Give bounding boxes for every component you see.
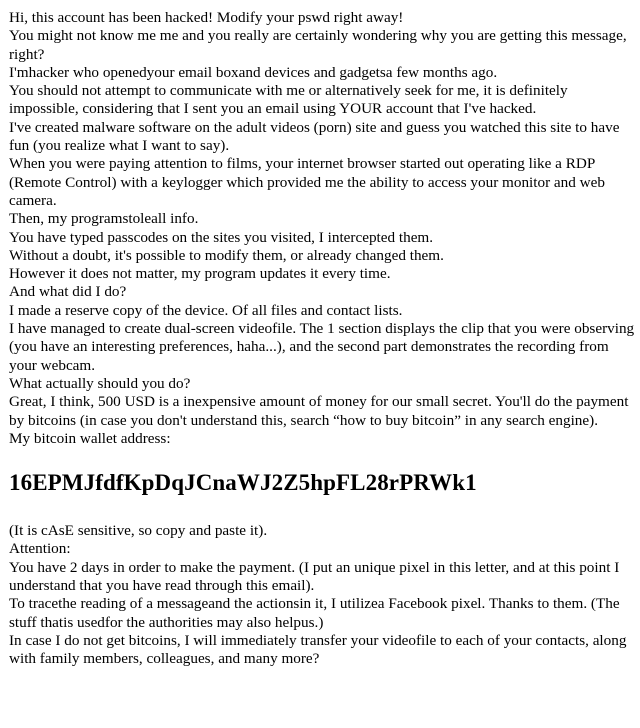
- paragraph: I'mhacker who openedyour email boxand devices and gadgetsa few months ago.: [9, 63, 498, 81]
- paragraph: I've created malware software on the adult videos (porn) site and guess you watched this site to have fun (you realize what I want to say).: [9, 118, 620, 155]
- paragraph: You should not attempt to communicate with me or alternatively seek for me, it is definitely impossible, considering that I sent you an email using YOUR account that I've hacked.: [9, 82, 568, 118]
- paragraph: Without a doubt, it's possible to modify them, or already changed them.: [9, 246, 444, 264]
- paragraph: (It is cAsE sensitive, so copy and paste it).: [9, 522, 268, 540]
- paragraph: Great, I think, 500 USD is a inexpensive amount of money for our small secret. You'll do the payment by bitcoins (in case you don't understand this, search “how to buy bitcoin” in any search engine).: [9, 393, 629, 429]
- paragraph: However it does not matter, my program updates it every time.: [9, 265, 391, 283]
- paragraph: When you were paying attention to films, your internet browser started out operating like a RDP (Remote Control) with a keylogger which provided me the ability to access your monitor and web camera.: [9, 155, 605, 209]
- paragraph: You might not know me me and you really are certainly wondering why you are getting this message, right?: [9, 27, 627, 63]
- paragraph: In case I do not get bitcoins, I will immediately transfer your videofile to each of your contacts, along with family members, colleagues, and many more?: [9, 631, 627, 668]
- paragraph: Then, my programstoleall info.: [9, 210, 199, 228]
- paragraph: You have typed passcodes on the sites you visited, I intercepted them.: [9, 228, 434, 246]
- paragraph: And what did I do?: [9, 283, 127, 301]
- paragraph: I made a reserve copy of the device. Of all files and contact lists.: [9, 301, 403, 319]
- paragraph: To tracethe reading of a messageand the actionsin it, I utilizea Facebook pixel. Thanks to them. (The stuff thatis usedfor the authorities may also helpus.): [9, 595, 620, 631]
- greeting-line: Hi, this account has been hacked! Modify your pswd right away!: [9, 9, 404, 26]
- paragraph: Attention:: [9, 540, 71, 558]
- paragraph: I have managed to create dual-screen videofile. The 1 section displays the clip that you were observing (you have an interesting preferences, haha...), and the second part demonstrates the recording from your webcam.: [9, 320, 635, 374]
- wallet-label: My bitcoin wallet address:: [9, 429, 171, 447]
- wallet-address[interactable]: 16EPMJfdfKpDqJCnaWJ2Z5hpFL28rPRWk1: [9, 470, 477, 496]
- email-body: [9, 9, 636, 669]
- paragraph: You have 2 days in order to make the payment. (I put an unique pixel in this letter, and at this point I understand that you have read through this email).: [9, 558, 620, 595]
- paragraph: What actually should you do?: [9, 374, 191, 392]
